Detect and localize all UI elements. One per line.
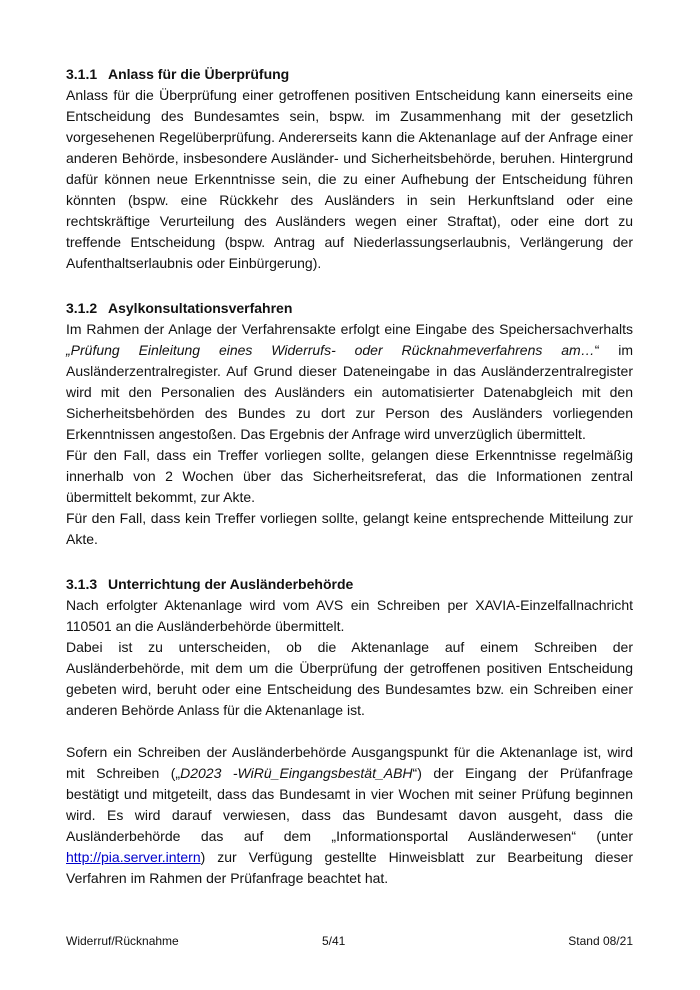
italic-quote: „Prüfung Einleitung eines Widerrufs- oder Rücknahmeverfahrens am… — [66, 342, 595, 358]
text-run: Im Rahmen der Anlage der Verfahrensakte erfolgt eine Eingabe des Speichersachverhalts — [66, 321, 633, 337]
paragraph: Für den Fall, dass kein Treffer vorliegen sollte, gelangt keine entsprechende Mitteilung zur Akte. — [66, 510, 633, 547]
paragraph — [66, 319, 633, 445]
section-anlass — [66, 64, 633, 274]
paragraph: Nach erfolgter Aktenanlage wird vom AVS ein Schreiben per XAVIA-Einzelfallnachricht 110501 an die Ausländerbehörde übermittelt. — [66, 597, 633, 634]
section-title: Anlass für die Überprüfung — [108, 66, 290, 82]
paragraph: Für den Fall, dass ein Treffer vorliegen sollte, gelangen diese Erkenntnisse regelmäßig innerhalb von 2 Wochen über das Sicherheitsreferat, das die Informationen zentral übermittelt bekommt, zur Akte. — [66, 447, 633, 505]
section-heading — [66, 298, 633, 319]
footer-version-date: Stand 08/21 — [568, 934, 633, 948]
paragraph: Anlass für die Überprüfung einer getroffenen positiven Entscheidung kann einerseits eine Entscheidung des Bundesamtes sein, bspw. im Zusammenhang mit der gesetzlich vorgesehenen Regelüberprüfung. Andererseits kann die Aktenanlage auf der Anfrage einer anderen Behörde, insbesondere Ausländer- und Sicherheitsbehörde, beruhen. Hintergrund dafür können neue Erkenntnisse sein, die zu einer Aufhebung der Entscheidung führen könnten (bspw. eine Rückkehr des Ausländers in sein Herkunftsland oder eine rechtskräftige Verurteilung des Ausländers wegen einer Straftat), oder eine dort zu treffende Entscheidung (bspw. Antrag auf Niederlassungserlaubnis, Verlängerung der Aufenthaltserlaubnis oder Einbürgerung). — [66, 87, 633, 271]
italic-template-name: D2023 -WiRü_Eingangsbestät_ABH — [180, 765, 413, 781]
text-run: “ im Ausländerzentralregister. Auf Grund dieser Dateneingabe in das Ausländerzentralregister wird mit den Personalien des Ausländers ein automatisierter Datenabgleich mit den Sicherheitsbehörden des Bundes zu dort zur Person des Ausländers vorliegenden Erkenntnissen angestoßen. Das Ergebnis der Anfrage wird unverzüglich übermittelt. — [66, 342, 634, 442]
paragraph — [66, 742, 633, 889]
paragraph-spacer — [66, 721, 633, 742]
section-number: 3.1.2 — [66, 300, 98, 316]
text-run: ) zur Verfügung gestellte Hinweisblatt zur Bearbeitung dieser Verfahren im Rahmen der Prüfanfrage beachtet hat. — [66, 849, 633, 886]
page-content — [66, 64, 633, 889]
footer-document-title: Widerruf/Rücknahme — [66, 934, 179, 948]
section-unterrichtung — [66, 574, 633, 889]
text-run: “) der Eingang der Prüfanfrage bestätigt und mitgeteilt, dass das Bundesamt in vier Wochen mit seiner Prüfung beginnen wird. Es wird darauf verwiesen, dass das Bundesamt davon ausgeht, dass die Ausländerbehörde das auf dem „Informationsportal Ausländerwesen“ (unter — [66, 765, 634, 844]
section-title: Unterrichtung der Ausländerbehörde — [108, 576, 354, 592]
section-title: Asylkonsultationsverfahren — [108, 300, 293, 316]
page-footer — [66, 933, 633, 949]
section-number: 3.1.1 — [66, 66, 98, 82]
section-heading — [66, 64, 633, 85]
pia-portal-link[interactable]: http://pia.server.intern — [66, 849, 201, 865]
paragraph: Dabei ist zu unterscheiden, ob die Aktenanlage auf einem Schreiben der Ausländerbehörde, mit dem um die Überprüfung der getroffenen positiven Entscheidung gebeten wird, beruht oder eine Entscheidung des Bundesamtes bzw. ein Schreiben einer anderen Behörde Anlass für die Aktenanlage ist. — [66, 639, 633, 718]
footer-page-number: 5/41 — [322, 934, 346, 948]
section-asylkonsultation — [66, 298, 633, 550]
section-number: 3.1.3 — [66, 576, 98, 592]
text-run: Sofern ein Schreiben der Ausländerbehörde Ausgangspunkt für die Aktenanlage ist, wird mit Schreiben („ — [66, 744, 633, 781]
section-heading — [66, 574, 633, 595]
